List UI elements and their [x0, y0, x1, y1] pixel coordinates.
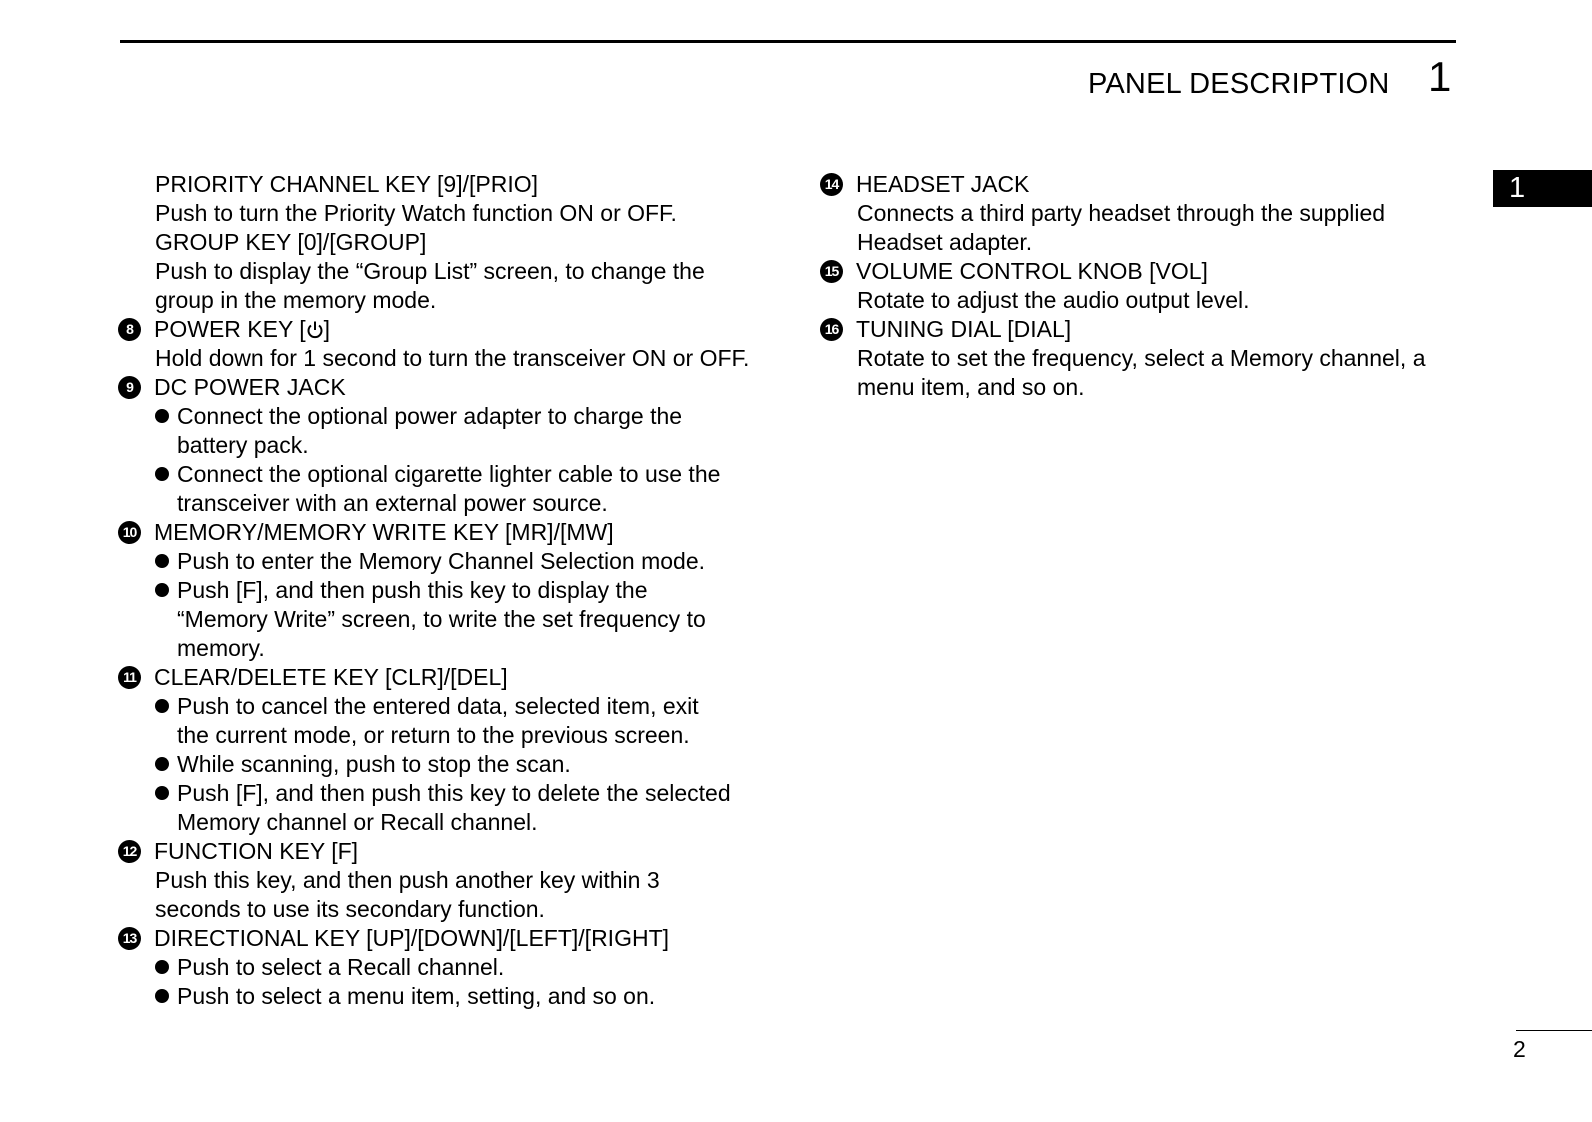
item-8-heading-text: POWER KEY [ [154, 316, 306, 342]
bullet-dot-icon [155, 757, 169, 771]
power-icon [306, 318, 324, 338]
bullet-continuation: the current mode, or return to the previous screen. [177, 722, 690, 748]
side-tab-number: 1 [1509, 172, 1526, 204]
item-12-heading [118, 837, 768, 866]
item-14-body: Connects a third party headset through the supplied [857, 200, 1386, 226]
bullet-text: Push [F], and then push this key to display the [177, 577, 648, 603]
right-column [820, 170, 1460, 402]
item-14-heading [820, 170, 1460, 199]
list-item [118, 750, 768, 779]
bullet-continuation: “Memory Write” screen, to write the set frequency to [177, 606, 706, 632]
item-12-body: seconds to use its secondary function. [155, 896, 545, 922]
item-8-heading-close: ] [323, 316, 331, 342]
bullet-text: Push to select a menu item, setting, and so on. [177, 983, 656, 1009]
list-item [118, 692, 768, 721]
item-15-heading-text: VOLUME CONTROL KNOB [VOL] [856, 258, 1208, 284]
footer-rule [1516, 1030, 1592, 1031]
list-item [118, 779, 768, 808]
bullet-continuation: memory. [177, 635, 265, 661]
item-12-body: Push this key, and then push another key within 3 [155, 867, 660, 893]
bullet-dot-icon [155, 583, 169, 597]
chapter-number: 1 [1428, 53, 1452, 100]
bullet-dot-icon [155, 467, 169, 481]
list-item [118, 953, 768, 982]
bullet-text: Push to select a Recall channel. [177, 954, 505, 980]
chapter-side-tab [1493, 170, 1592, 207]
item-14-heading-text: HEADSET JACK [856, 171, 1030, 197]
bullet-continuation: battery pack. [177, 432, 309, 458]
group-body-line: Push to display the “Group List” screen, to change the [155, 258, 705, 284]
item-9-heading [118, 373, 768, 402]
item-9-heading-text: DC POWER JACK [154, 374, 346, 400]
circled-number-icon: 10 [118, 521, 141, 544]
bullet-continuation: Memory channel or Recall channel. [177, 809, 538, 835]
circled-number-icon: 9 [118, 376, 141, 399]
item-11-heading-text: CLEAR/DELETE KEY [CLR]/[DEL] [154, 664, 508, 690]
bullet-text: While scanning, push to stop the scan. [177, 751, 571, 777]
circled-number-icon: 11 [118, 666, 141, 689]
item-16-body: Rotate to set the frequency, select a Memory channel, a [857, 345, 1426, 371]
bullet-dot-icon [155, 554, 169, 568]
list-item [118, 576, 768, 605]
page-number: 2 [1513, 1036, 1526, 1062]
bullet-dot-icon [155, 409, 169, 423]
bullet-dot-icon [155, 960, 169, 974]
circled-number-icon: 16 [820, 318, 843, 341]
prio-heading: PRIORITY CHANNEL KEY [9]/[PRIO] [155, 171, 539, 197]
list-item [118, 982, 768, 1011]
bullet-text: Push to enter the Memory Channel Selection mode. [177, 548, 706, 574]
item-11-heading [118, 663, 768, 692]
item-13-heading [118, 924, 768, 953]
header-rule [120, 40, 1456, 43]
item-10-heading [118, 518, 768, 547]
item-12-heading-text: FUNCTION KEY [F] [154, 838, 359, 864]
item-14-body: Headset adapter. [857, 229, 1033, 255]
left-column [118, 170, 768, 1011]
list-item [118, 547, 768, 576]
item-16-heading [820, 315, 1460, 344]
circled-number-icon: 8 [118, 318, 141, 341]
bullet-text: Push to cancel the entered data, selected item, exit [177, 693, 699, 719]
bullet-dot-icon [155, 989, 169, 1003]
item-10-heading-text: MEMORY/MEMORY WRITE KEY [MR]/[MW] [154, 519, 614, 545]
bullet-dot-icon [155, 699, 169, 713]
bullet-text: Push [F], and then push this key to delete the selected [177, 780, 731, 806]
bullet-text: Connect the optional cigarette lighter cable to use the [177, 461, 721, 487]
bullet-dot-icon [155, 786, 169, 800]
prio-body: Push to turn the Priority Watch function ON or OFF. [155, 200, 677, 226]
list-item [118, 460, 768, 489]
page-title: PANEL DESCRIPTION [1088, 68, 1390, 100]
bullet-continuation: transceiver with an external power source. [177, 490, 608, 516]
group-heading: GROUP KEY [0]/[GROUP] [155, 229, 427, 255]
item-8-heading [118, 315, 768, 344]
circled-number-icon: 15 [820, 260, 843, 283]
item-16-heading-text: TUNING DIAL [DIAL] [856, 316, 1072, 342]
item-8-body: Hold down for 1 second to turn the transceiver ON or OFF. [155, 345, 750, 371]
bullet-text: Connect the optional power adapter to charge the [177, 403, 683, 429]
circled-number-icon: 14 [820, 173, 843, 196]
group-body-line: group in the memory mode. [155, 287, 437, 313]
circled-number-icon: 13 [118, 927, 141, 950]
item-13-heading-text: DIRECTIONAL KEY [UP]/[DOWN]/[LEFT]/[RIGHT] [154, 925, 670, 951]
item-15-body: Rotate to adjust the audio output level. [857, 287, 1250, 313]
list-item [118, 402, 768, 431]
circled-number-icon: 12 [118, 840, 141, 863]
item-15-heading [820, 257, 1460, 286]
item-16-body: menu item, and so on. [857, 374, 1085, 400]
